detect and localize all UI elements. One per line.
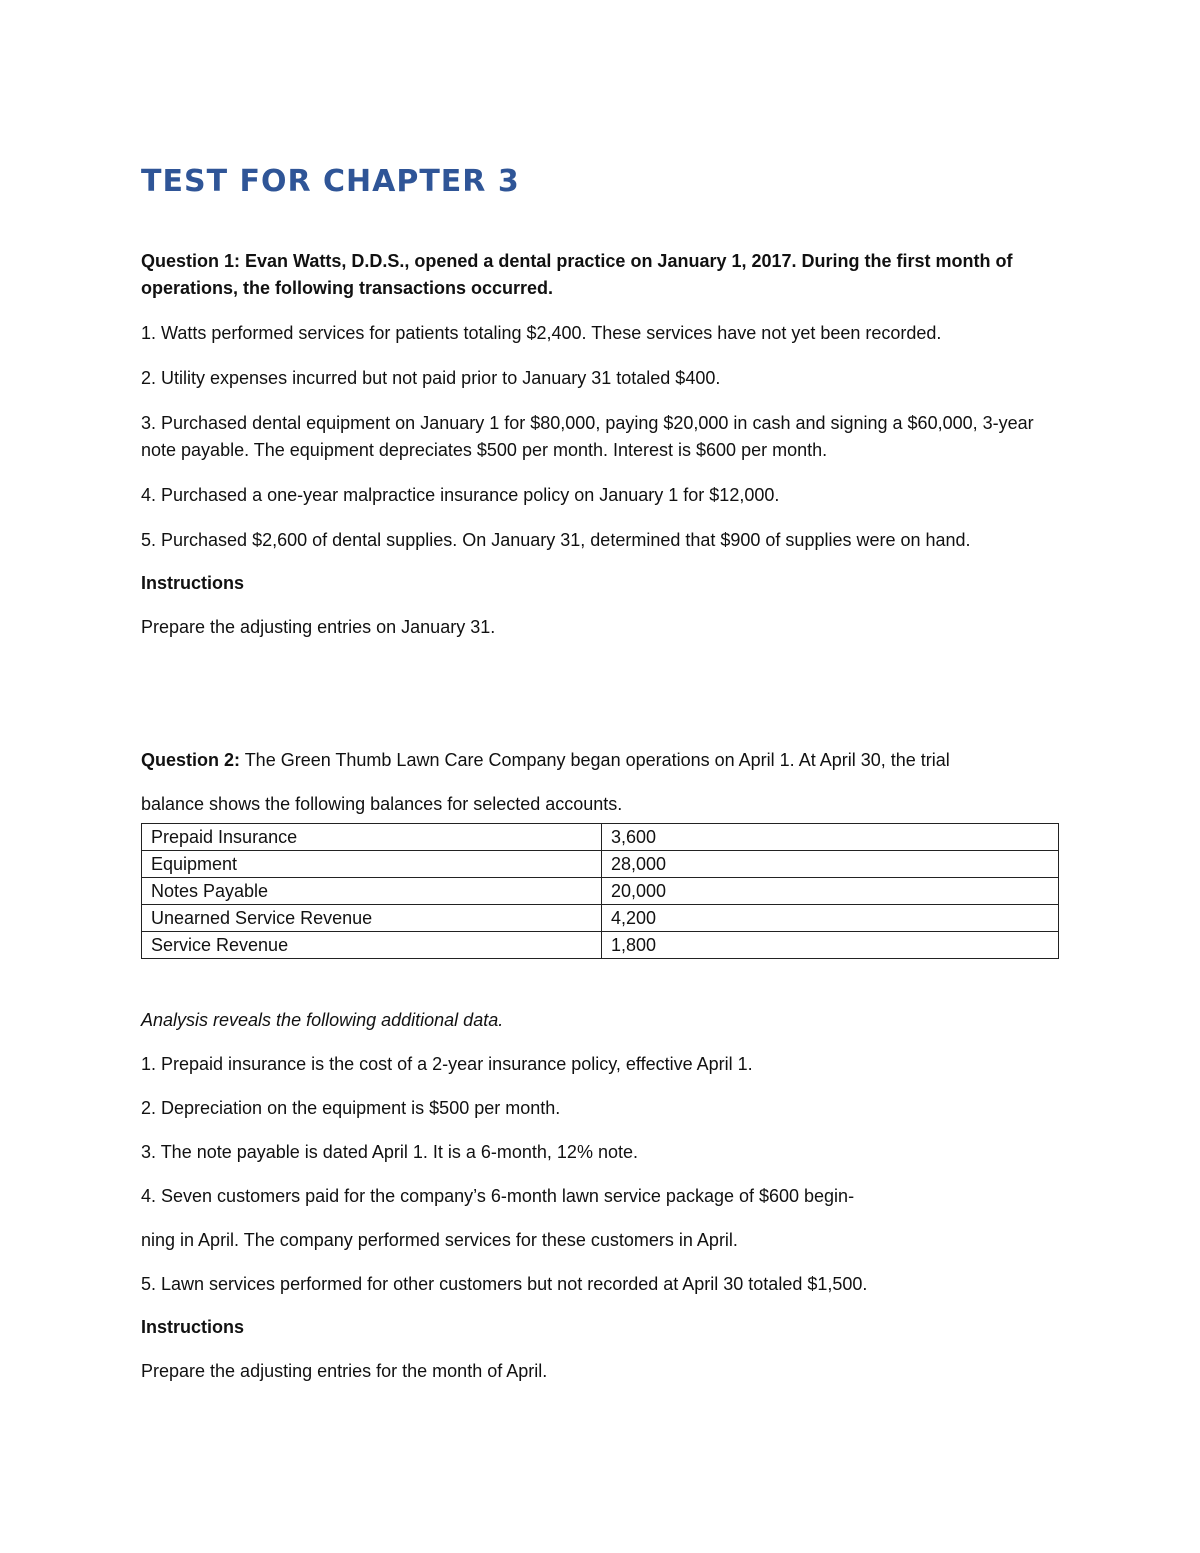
table-row bbox=[142, 905, 1059, 932]
question2-item-4-continued: ning in April. The company performed services for these customers in April. bbox=[141, 1230, 738, 1250]
question2-intro-line2: balance shows the following balances for selected accounts. bbox=[141, 794, 623, 814]
question2-item-2: 2. Depreciation on the equipment is $500 per month. bbox=[141, 1098, 561, 1118]
question2-instructions-text: Prepare the adjusting entries for the month of April. bbox=[141, 1361, 548, 1381]
question1-instructions-text: Prepare the adjusting entries on January 31. bbox=[141, 617, 496, 637]
question2-intro-text: The Green Thumb Lawn Care Company began operations on April 1. At April 30, the trial bbox=[240, 750, 950, 770]
page-title: TEST FOR CHAPTER 3 bbox=[141, 164, 520, 199]
table-row bbox=[142, 878, 1059, 905]
account-cell: Equipment bbox=[142, 851, 602, 878]
account-cell: Service Revenue bbox=[142, 932, 602, 959]
question1-item-4: 4. Purchased a one-year malpractice insurance policy on January 1 for $12,000. bbox=[141, 485, 780, 505]
question2-intro-line1 bbox=[141, 747, 1059, 774]
question1-item-1: 1. Watts performed services for patients totaling $2,400. These services have not yet been recorded. bbox=[141, 323, 942, 343]
question1-heading bbox=[141, 248, 1059, 302]
trial-balance-table bbox=[141, 823, 1059, 959]
question1-item-3: 3. Purchased dental equipment on January 1 for $80,000, paying $20,000 in cash and signing a $60,000, 3-year note payable. The equipment depreciates $500 per month. Interest is $600 per month. bbox=[141, 413, 1034, 460]
question2-instructions-heading: Instructions bbox=[141, 1317, 245, 1337]
document-page bbox=[141, 160, 1059, 1385]
amount-cell: 20,000 bbox=[602, 878, 1059, 905]
account-cell: Prepaid Insurance bbox=[142, 824, 602, 851]
question1-intro: Evan Watts, D.D.S., opened a dental practice on January 1, 2017. During the first month of operations, the following transactions occurred. bbox=[141, 251, 1013, 298]
account-cell: Notes Payable bbox=[142, 878, 602, 905]
question1-label: Question 1: bbox=[141, 251, 241, 271]
question2-item-5: 5. Lawn services performed for other customers but not recorded at April 30 totaled $1,500. bbox=[141, 1274, 868, 1294]
amount-cell: 4,200 bbox=[602, 905, 1059, 932]
table-row bbox=[142, 851, 1059, 878]
question1-item-2: 2. Utility expenses incurred but not paid prior to January 31 totaled $400. bbox=[141, 368, 721, 388]
question1-item-5: 5. Purchased $2,600 of dental supplies. On January 31, determined that $900 of supplies were on hand. bbox=[141, 530, 971, 550]
table-row bbox=[142, 932, 1059, 959]
table-row bbox=[142, 824, 1059, 851]
question2-item-3: 3. The note payable is dated April 1. It is a 6-month, 12% note. bbox=[141, 1142, 638, 1162]
question2-item-4: 4. Seven customers paid for the company’s 6-month lawn service package of $600 begin- bbox=[141, 1186, 855, 1206]
amount-cell: 3,600 bbox=[602, 824, 1059, 851]
analysis-label: Analysis reveals the following additional data. bbox=[141, 1010, 504, 1030]
amount-cell: 1,800 bbox=[602, 932, 1059, 959]
question2-label: Question 2: bbox=[141, 750, 241, 770]
question1-instructions-heading: Instructions bbox=[141, 573, 245, 593]
question2-item-1: 1. Prepaid insurance is the cost of a 2-year insurance policy, effective April 1. bbox=[141, 1054, 753, 1074]
account-cell: Unearned Service Revenue bbox=[142, 905, 602, 932]
amount-cell: 28,000 bbox=[602, 851, 1059, 878]
